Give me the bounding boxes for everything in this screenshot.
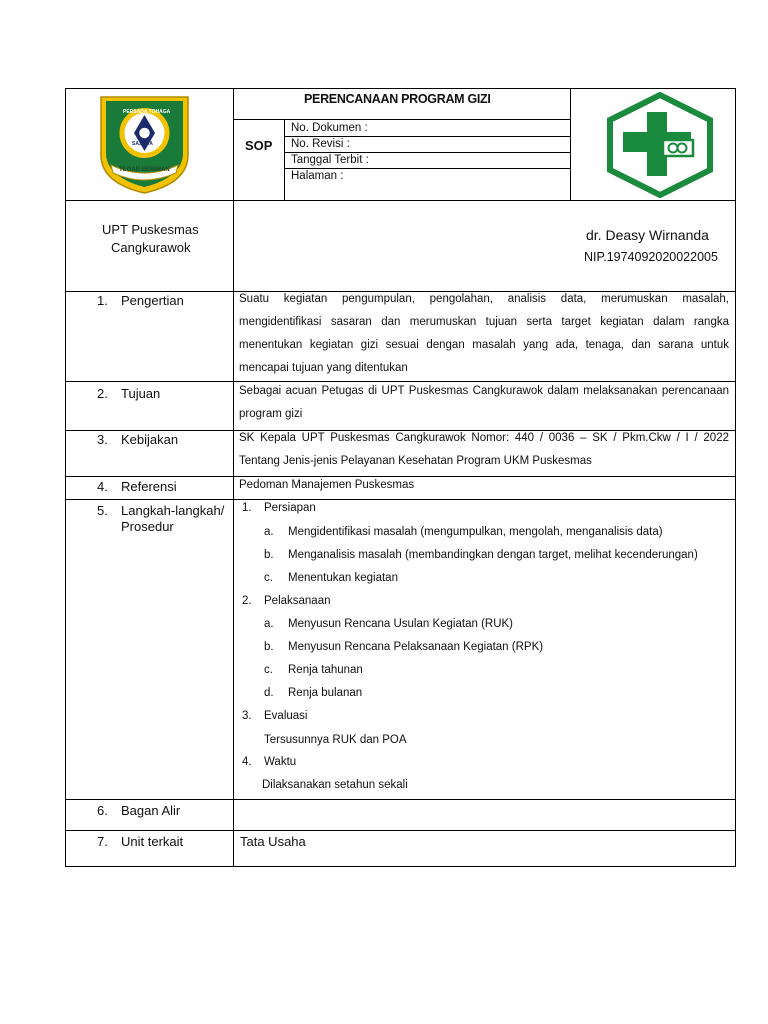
row-label-unit-terkait: Unit terkait — [121, 834, 184, 849]
step-number: 2. — [242, 595, 252, 607]
row-number: 6. — [97, 803, 108, 818]
row-label-referensi: Referensi — [121, 479, 177, 494]
substep-letter: c. — [264, 572, 273, 584]
row-number: 5. — [97, 503, 108, 518]
substep-text: Renja tahunan — [288, 664, 363, 676]
kebijakan-text-line: Tentang Jenis-jenis Pelayanan Kesehatan Program UKM Puskesmas — [239, 455, 592, 467]
unit-terkait-text: Tata Usaha — [240, 834, 306, 849]
emblem-ring-text: PERSADA TOHAGA — [123, 109, 171, 115]
substep-text: Menyusun Rencana Usulan Kegiatan (RUK) — [288, 618, 514, 630]
step-number: 3. — [242, 710, 252, 722]
substep-text: Menyusun Rencana Pelaksanaan Kegiatan (RPK) — [288, 641, 544, 653]
step-note: Tersusunnya RUK dan POA — [264, 734, 407, 746]
org-name-line2: Cangkurawok — [111, 240, 191, 255]
substep-letter: a. — [264, 618, 274, 630]
document-title: PERENCANAAN PROGRAM GIZI — [304, 92, 491, 106]
tujuan-text-line: program gizi — [239, 408, 303, 420]
substep-text: Renja bulanan — [288, 687, 363, 699]
step-title: Persiapan — [264, 502, 316, 514]
row-label-pengertian: Pengertian — [121, 293, 184, 308]
row-label-bagan-alir: Bagan Alir — [121, 803, 181, 818]
pengertian-text-line: mengidentifikasi sasaran dan merumuskan tujuan serta target kegiatan dalam rangka — [239, 316, 729, 328]
step-title: Evaluasi — [264, 710, 308, 722]
substep-text: Menentukan kegiatan — [288, 572, 398, 584]
pengertian-text-line: mencapai tujuan yang ditentukan — [239, 362, 408, 374]
row-label-prosedur: Prosedur — [121, 519, 174, 534]
org-name-line1: UPT Puskesmas — [102, 222, 199, 237]
substep-letter: c. — [264, 664, 273, 676]
row-number: 7. — [97, 834, 108, 849]
kebijakan-text-line: SK Kepala UPT Puskesmas Cangkurawok Nomor: 440 / 0036 – SK / Pkm.Ckw / I / 2022 — [239, 432, 729, 444]
meta-halaman: Halaman : — [291, 170, 344, 182]
row-label-kebijakan: Kebijakan — [121, 432, 179, 447]
substep-letter: b. — [264, 641, 274, 653]
tujuan-text-line: Sebagai acuan Petugas di UPT Puskesmas Cangkurawok dalam melaksanakan perencanaan — [239, 385, 729, 397]
signatory-nip: NIP.1974092020022005 — [584, 250, 718, 264]
row-label-tujuan: Tujuan — [121, 386, 161, 401]
substep-letter: b. — [264, 549, 274, 561]
substep-letter: a. — [264, 526, 274, 538]
meta-no-revisi: No. Revisi : — [291, 138, 350, 150]
row-number: 2. — [97, 386, 108, 401]
step-note: Dilaksanakan setahun sekali — [262, 779, 408, 791]
step-title: Pelaksanaan — [264, 595, 331, 607]
emblem-center-text: SAJAGA — [132, 141, 153, 147]
row-label-prosedur: Langkah-langkah/ — [121, 503, 225, 518]
row-number: 1. — [97, 293, 108, 308]
row-number: 3. — [97, 432, 108, 447]
regency-emblem-logo — [97, 95, 192, 195]
meta-no-dokumen: No. Dokumen : — [291, 122, 368, 134]
row-number: 4. — [97, 479, 108, 494]
signatory-name: dr. Deasy Wirnanda — [586, 227, 709, 243]
pengertian-text-line: menentukan kegiatan gizi sesuai dengan masalah yang ada, tenaga, dan sarana untuk — [239, 339, 729, 351]
referensi-text: Pedoman Manajemen Puskesmas — [239, 479, 415, 491]
pengertian-text-line: Suatu kegiatan pengumpulan, pengolahan, analisis data, merumuskan masalah, — [239, 293, 729, 305]
step-title: Waktu — [264, 756, 297, 768]
substep-text: Mengidentifikasi masalah (mengumpulkan, mengolah, menganalisis data) — [288, 526, 663, 538]
emblem-motto-text: TEGAR BERIMAN — [119, 167, 170, 173]
substep-text: Menganalisis masalah (membandingkan dengan target, melihat kecenderungan) — [288, 549, 698, 561]
step-number: 4. — [242, 756, 252, 768]
sop-label: SOP — [245, 138, 273, 153]
meta-tanggal-terbit: Tanggal Terbit : — [291, 154, 369, 166]
step-number: 1. — [242, 502, 252, 514]
puskesmas-cross-logo-icon — [605, 92, 715, 198]
substep-letter: d. — [264, 687, 274, 699]
